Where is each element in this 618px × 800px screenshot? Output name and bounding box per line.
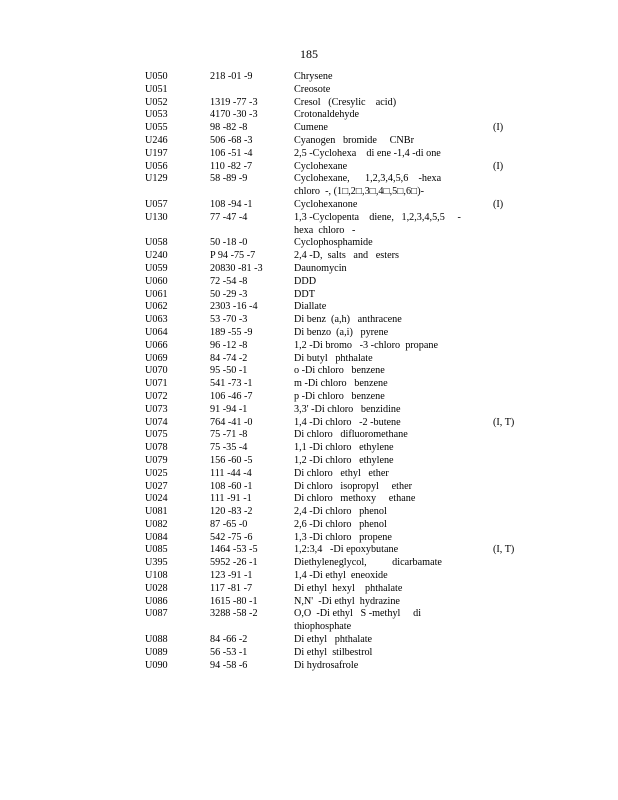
waste-code: U395 [145,557,168,569]
cas-number: 77 -47 -4 [210,211,248,223]
substance-name: 2,5 -Cyclohexa di ene -1,4 -di one [294,147,441,159]
substance-name: Cresol (Cresylic acid) [294,96,397,108]
cas-number: 106 -51 -4 [210,147,253,159]
substance-name: Di chloro methoxy ethane [294,493,416,505]
hazard-code: (I) [493,122,504,134]
cas-number: 96 -12 -8 [210,339,248,351]
substance-name: Cyanogen bromide CNBr [294,134,414,146]
waste-code: U082 [145,518,168,530]
cas-number: 84 -66 -2 [210,634,248,646]
table-row [145,289,525,302]
substance-name: 2,4 -Di chloro phenol [294,506,387,518]
cas-number: 20830 -81 -3 [210,262,263,274]
substance-name: 1,3 -Di chloro propene [294,531,392,543]
substance-name: N,N' -Di ethyl hydrazine [294,595,400,607]
cas-number: P 94 -75 -7 [210,250,256,262]
cas-number: 120 -83 -2 [210,506,253,518]
table-row [145,404,525,417]
substance-name: Diallate [294,301,327,313]
substance-name: 2,6 -Di chloro phenol [294,518,387,530]
waste-code: U058 [145,237,168,249]
substance-name: Di ethyl stilbestrol [294,646,373,658]
table-row [145,455,525,468]
table-row [145,301,525,314]
substance-name: Creosote [294,83,331,95]
cas-number: 5952 -26 -1 [210,557,258,569]
cas-number: 50 -18 -0 [210,237,248,249]
waste-code: U069 [145,352,168,364]
cas-number: 189 -55 -9 [210,326,253,338]
waste-code: U063 [145,314,168,326]
waste-code: U066 [145,339,168,351]
waste-code: U055 [145,122,168,134]
hazardous-waste-table [145,71,525,672]
table-row [145,583,525,596]
waste-code: U084 [145,531,168,543]
substance-name: Cyclohexanone [294,198,358,210]
cas-number: 542 -75 -6 [210,531,253,543]
cas-number: 87 -65 -0 [210,518,248,530]
substance-name: Di benz (a,h) anthracene [294,314,402,326]
table-row [145,493,525,506]
table-row [145,161,525,174]
table-row [145,608,525,634]
cas-number: 764 -41 -0 [210,416,253,428]
table-row [145,148,525,161]
hazard-code: (I) [493,160,504,172]
substance-name: Di butyl phthalate [294,352,373,364]
table-row [145,468,525,481]
cas-number: 110 -82 -7 [210,160,253,172]
table-row [145,314,525,327]
table-row [145,647,525,660]
substance-name: DDT [294,288,315,300]
waste-code: U246 [145,134,168,146]
waste-code: U059 [145,262,168,274]
table-row [145,212,525,238]
table-row [145,199,525,212]
waste-code: U060 [145,275,168,287]
substance-name: 1,4 -Di chloro -2 -butene [294,416,401,428]
table-row [145,429,525,442]
waste-code: U061 [145,288,168,300]
table-row [145,71,525,84]
cas-number: 75 -35 -4 [210,442,248,454]
waste-code: U062 [145,301,168,313]
waste-code: U052 [145,96,168,108]
page-number: 185 [300,47,318,61]
waste-code: U088 [145,634,168,646]
substance-name: Cyclophosphamide [294,237,373,249]
table-row [145,109,525,122]
substance-name: 1,2:3,4 -Di epoxybutane [294,544,399,556]
substance-name: Di ethyl hexyl phthalate [294,582,403,594]
table-row [145,417,525,430]
waste-code: U108 [145,570,168,582]
cas-number: 91 -94 -1 [210,403,248,415]
waste-code: U085 [145,544,168,556]
cas-number: 1319 -77 -3 [210,96,258,108]
waste-code: U086 [145,595,168,607]
substance-name: 1,3 -Cyclopenta diene, 1,2,3,4,5,5 - hexa chloro - [294,211,464,236]
table-row [145,250,525,263]
cas-number: 1615 -80 -1 [210,595,258,607]
table-row [145,596,525,609]
substance-name: Di ethyl phthalate [294,634,373,646]
substance-name: Di chloro ethyl ether [294,467,389,479]
cas-number: 50 -29 -3 [210,288,248,300]
hazard-code: (I) [493,198,504,210]
waste-code: U064 [145,326,168,338]
substance-name: p -Di chloro benzene [294,390,385,402]
table-row [145,84,525,97]
table-row [145,634,525,647]
waste-code: U028 [145,582,168,594]
table-row [145,353,525,366]
cas-number: 53 -70 -3 [210,314,248,326]
table-row [145,442,525,455]
waste-code: U130 [145,211,168,223]
cas-number: 541 -73 -1 [210,378,253,390]
waste-code: U240 [145,250,168,262]
cas-number: 506 -68 -3 [210,134,253,146]
table-row [145,173,525,199]
cas-number: 218 -01 -9 [210,71,253,82]
cas-number: 108 -60 -1 [210,480,253,492]
table-row [145,391,525,404]
cas-number: 84 -74 -2 [210,352,248,364]
substance-name: Di benzo (a,i) pyrene [294,326,389,338]
table-row [145,237,525,250]
waste-code: U129 [145,173,168,185]
cas-number: 75 -71 -8 [210,429,248,441]
waste-code: U025 [145,467,168,479]
waste-code: U090 [145,659,168,671]
hazard-code: (I, T) [493,544,515,556]
substance-name: Di chloro difluoromethane [294,429,408,441]
cas-number: 111 -91 -1 [210,493,252,505]
waste-code: U072 [145,390,168,402]
cas-number: 98 -82 -8 [210,122,248,134]
cas-number: 2303 -16 -4 [210,301,258,313]
cas-number: 106 -46 -7 [210,390,253,402]
waste-code: U075 [145,429,168,441]
substance-name: Cyclohexane, 1,2,3,4,5,6 -hexa chloro -, (1□,2□,3□,4□,5□,6□)- [294,173,447,198]
cas-number: 156 -60 -5 [210,454,253,466]
substance-name: 1,2 -Di bromo -3 -chloro propane [294,339,439,351]
table-row [145,506,525,519]
substance-name: Di hydrosafrole [294,659,359,671]
substance-name: Crotonaldehyde [294,109,360,121]
cas-number: 72 -54 -8 [210,275,248,287]
cas-number: 111 -44 -4 [210,467,252,479]
waste-code: U074 [145,416,168,428]
waste-code: U051 [145,83,168,95]
cas-number: 56 -53 -1 [210,646,248,658]
substance-name: m -Di chloro benzene [294,378,388,390]
table-row [145,135,525,148]
substance-name: Di chloro isopropyl ether [294,480,412,492]
waste-code: U027 [145,480,168,492]
cas-number: 123 -91 -1 [210,570,253,582]
substance-name: 3,3' -Di chloro benzidine [294,403,401,415]
substance-name: 1,2 -Di chloro ethylene [294,454,394,466]
cas-number: 95 -50 -1 [210,365,248,377]
table-row [145,481,525,494]
cas-number: 3288 -58 -2 [210,608,258,620]
waste-code: U079 [145,454,168,466]
waste-code: U070 [145,365,168,377]
waste-code: U089 [145,646,168,658]
cas-number: 94 -58 -6 [210,659,248,671]
waste-code: U071 [145,378,168,390]
cas-number: 4170 -30 -3 [210,109,258,121]
table-row [145,557,525,570]
substance-name: 2,4 -D, salts and esters [294,250,399,262]
substance-name: Cyclohexane [294,160,348,172]
cas-number: 108 -94 -1 [210,198,253,210]
waste-code: U050 [145,71,168,82]
table-row [145,544,525,557]
table-row [145,365,525,378]
table-row [145,340,525,353]
table-row [145,378,525,391]
substance-name: DDD [294,275,317,287]
waste-code: U057 [145,198,168,210]
waste-code: U056 [145,160,168,172]
table-row [145,660,525,673]
substance-name: 1,4 -Di ethyl eneoxide [294,570,388,582]
table-row [145,327,525,340]
table-row [145,532,525,545]
waste-code: U078 [145,442,168,454]
table-row [145,519,525,532]
substance-name: Cumene [294,122,328,134]
waste-code: U081 [145,506,168,518]
waste-code: U053 [145,109,168,121]
cas-number: 58 -89 -9 [210,173,248,185]
table-row [145,263,525,276]
substance-name: Diethyleneglycol, dicarbamate [294,557,442,569]
waste-code: U087 [145,608,168,620]
substance-name: o -Di chloro benzene [294,365,385,377]
substance-name: 1,1 -Di chloro ethylene [294,442,394,454]
substance-name: Chrysene [294,71,333,82]
table-row [145,97,525,110]
hazard-code: (I, T) [493,416,515,428]
substance-name: O,O -Di ethyl S -methyl di thiophosphate [294,608,424,633]
cas-number: 117 -81 -7 [210,582,253,594]
cas-number: 1464 -53 -5 [210,544,258,556]
waste-code: U024 [145,493,168,505]
table-row [145,276,525,289]
substance-name: Daunomycin [294,262,347,274]
waste-code: U197 [145,147,168,159]
table-row [145,122,525,135]
waste-code: U073 [145,403,168,415]
table-row [145,570,525,583]
